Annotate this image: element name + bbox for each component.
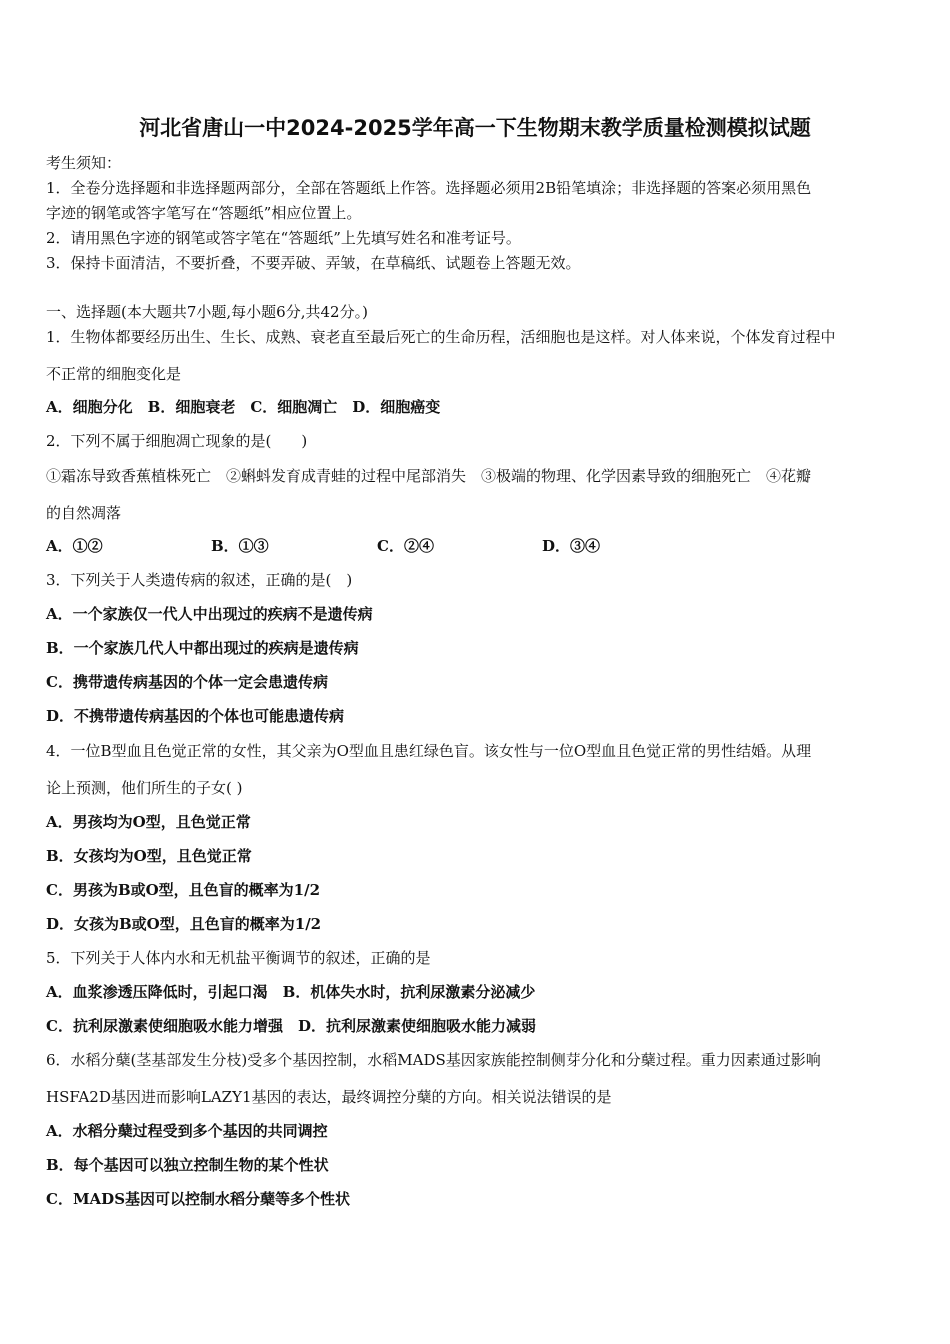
option: B．女孩均为O型，且色觉正常 [46,847,252,865]
option: C．携带遗传病基因的个体一定会患遗传病 [46,673,328,691]
question-1-stem: 1．生物体都要经历出生、生长、成熟、衰老直至最后死亡的生命历程，活细胞也是这样。对人体来说，个体发育过程中 [46,328,836,346]
question-4-stem: 4．一位B型血且色觉正常的女性，其父亲为O型血且患红绿色盲。该女性与一位O型血且色觉正常的男性结婚。从理 [46,742,812,760]
question-2-stem: 的自然凋落 [46,504,122,522]
question-2-stem: ①霜冻导致香蕉植株死亡 ②蝌蚪发育成青蛙的过程中尾部消失 ③极端的物理、化学因素导致的细胞死亡 ④花瓣 [46,467,812,485]
option: A．一个家族仅一代人中出现过的疾病不是遗传病 [46,605,373,623]
option: D．不携带遗传病基因的个体也可能患遗传病 [46,707,345,725]
section-heading: 一、选择题(本大题共7小题,每小题6分,共42分。) [46,303,368,321]
option: C．男孩为B或O型，且色盲的概率为1/2 [46,881,321,899]
question-6-stem: 6．水稻分蘖(茎基部发生分枝)受多个基因控制，水稻MADS基因家族能控制侧芽分化和分蘖过程。重力因素通过影响 [46,1051,821,1069]
question-6-stem: HSFA2D基因进而影响LAZY1基因的表达，最终调控分蘖的方向。相关说法错误的是 [46,1088,612,1106]
question-5-stem: 5．下列关于人体内水和无机盐平衡调节的叙述，正确的是 [46,949,431,967]
question-4-stem: 论上预测，他们所生的子女( ) [46,779,243,797]
notice-item: 3．保持卡面清洁，不要折叠，不要弄破、弄皱，在草稿纸、试题卷上答题无效。 [46,254,581,272]
option: A．男孩均为O型，且色觉正常 [46,813,251,831]
page-title: 河北省唐山一中2024-2025学年高一下生物期末教学质量检测模拟试题 [139,116,811,140]
option: C．抗利尿激素使细胞吸水能力增强 D．抗利尿激素使细胞吸水能力减弱 [46,1017,536,1035]
option: D．③④ [542,537,601,555]
question-1-options: A．细胞分化 B．细胞衰老 C．细胞凋亡 D．细胞癌变 [46,398,441,416]
option: C．②④ [377,537,434,555]
option: C．MADS基因可以控制水稻分蘖等多个性状 [46,1190,351,1208]
question-3-stem: 3．下列关于人类遗传病的叙述，正确的是( ) [46,571,353,589]
notice-item: 2．请用黑色字迹的钢笔或答字笔在“答题纸”上先填写姓名和准考证号。 [46,229,521,247]
option: D．女孩为B或O型，且色盲的概率为1/2 [46,915,322,933]
option: A．血浆渗透压降低时，引起口渴 B．机体失水时，抗利尿激素分泌减少 [46,983,536,1001]
notice-heading: 考生须知： [46,154,122,172]
question-1-stem: 不正常的细胞变化是 [46,365,182,383]
notice-item: 字迹的钢笔或答字笔写在“答题纸”相应位置上。 [46,204,362,222]
option: A．①② [46,537,103,555]
option: B．每个基因可以独立控制生物的某个性状 [46,1156,329,1174]
option: A．水稻分蘖过程受到多个基因的共同调控 [46,1122,328,1140]
notice-item: 1．全卷分选择题和非选择题两部分，全部在答题纸上作答。选择题必须用2B铅笔填涂；非选择题的答案必须用黑色 [46,179,812,197]
option: B．①③ [211,537,269,555]
option: B．一个家族几代人中都出现过的疾病是遗传病 [46,639,359,657]
question-2-stem: 2．下列不属于细胞凋亡现象的是( ) [46,432,308,450]
